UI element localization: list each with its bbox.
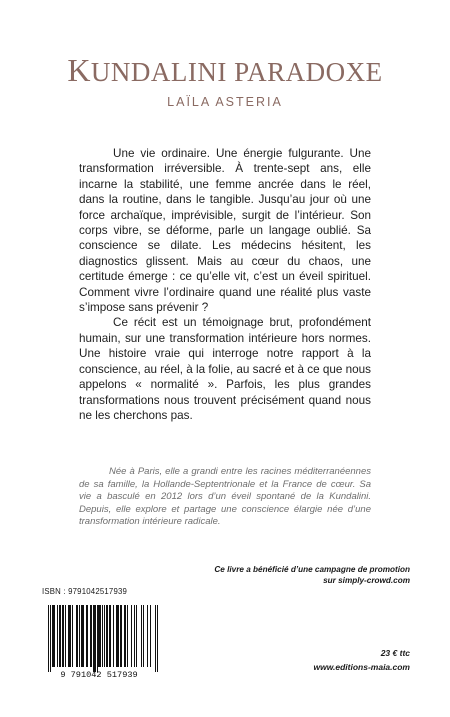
bio-paragraph: Née à Paris, elle a grandi entre les racines méditerranéennes de sa famille, la Hollande-Septentrionale et la France de cœur. Sa vie a basculé en 2012 lors d’un éveil spontané de la Kundalini. Depuis, elle explore et partage une conscience élargie née d’une transformation intérieure radicale. bbox=[79, 466, 371, 528]
barcode-bar bbox=[134, 605, 135, 667]
barcode-digits: 9 791042 517939 bbox=[60, 670, 138, 679]
barcode-bar bbox=[65, 605, 66, 667]
barcode-bar bbox=[110, 605, 111, 667]
barcode-bar bbox=[69, 605, 70, 667]
barcode-bar bbox=[81, 605, 82, 667]
barcode-bar bbox=[76, 605, 77, 667]
barcode-bar bbox=[77, 605, 78, 667]
title-first-letter: K bbox=[67, 52, 91, 88]
barcode-bar bbox=[91, 605, 92, 667]
barcode-bar bbox=[93, 605, 94, 672]
barcode-bar bbox=[95, 605, 96, 672]
author-bio bbox=[79, 466, 371, 529]
barcode-bar bbox=[83, 605, 84, 667]
barcode-bar bbox=[136, 605, 137, 667]
barcode-bar bbox=[98, 605, 99, 667]
barcode-bar bbox=[86, 605, 87, 667]
barcode-bar bbox=[97, 605, 98, 672]
barcode-bar bbox=[117, 605, 118, 667]
barcode-bar bbox=[63, 605, 64, 667]
barcode-bar bbox=[141, 605, 142, 667]
barcode-bar bbox=[48, 605, 49, 672]
barcode-bar bbox=[121, 605, 122, 667]
barcode-icon bbox=[40, 603, 158, 679]
barcode-bar bbox=[72, 605, 73, 667]
barcode-bar bbox=[50, 605, 51, 672]
promo-note bbox=[150, 564, 410, 586]
barcode-bar bbox=[87, 605, 88, 667]
title-rest: UNDALINI PARADOXE bbox=[90, 57, 383, 87]
barcode-bar bbox=[127, 605, 128, 667]
barcode-bar bbox=[68, 605, 69, 667]
publisher-website: www.editions-maia.com bbox=[313, 662, 410, 672]
barcode-bar bbox=[143, 605, 144, 667]
author-name: LAÏLA ASTERIA bbox=[167, 95, 283, 109]
barcode-bar bbox=[60, 605, 61, 667]
barcode-bar bbox=[52, 605, 53, 667]
barcode-bar bbox=[125, 605, 126, 667]
barcode-bar bbox=[150, 605, 151, 667]
barcode-bar bbox=[62, 605, 63, 667]
price: 23 € ttc bbox=[380, 648, 410, 658]
summary-text bbox=[79, 146, 371, 423]
barcode-bar bbox=[147, 605, 148, 667]
barcode-bar bbox=[94, 605, 95, 672]
summary-paragraph-2: Ce récit est un témoignage brut, profondément humain, sur une transformation intérieure hors normes. Une histoire vraie qui interroge notre rapport à la conscience, au réel, à la folie, au sacré et à ce que nous appelons « normalité ». Parfois, les plus grandes transformations nous trouvent précisément quand nous ne les cherchons pas. bbox=[79, 316, 371, 422]
barcode-bar bbox=[54, 605, 55, 667]
isbn-label: ISBN : 9791042517939 bbox=[42, 587, 128, 596]
barcode-bar bbox=[102, 605, 103, 667]
barcode-bar bbox=[82, 605, 83, 667]
barcode-bar bbox=[155, 605, 156, 672]
barcode-bar bbox=[53, 605, 54, 667]
barcode-bar bbox=[100, 605, 101, 667]
book-title bbox=[0, 52, 450, 89]
barcode-bar bbox=[59, 605, 60, 667]
barcode-bar bbox=[116, 605, 117, 667]
barcode-bar bbox=[79, 605, 80, 667]
barcode-bar bbox=[118, 605, 119, 667]
summary-paragraph-1: Une vie ordinaire. Une énergie fulgurante. Une transformation irréversible. À trente-sept ans, elle incarne la stabilité, une femme ancrée dans le réel, dans la routine, dans le tangible. Jusqu’au jour où une force archaïque, imprévisible, surgit de l’intérieur. Son corps vibre, se déforme, parle un langage oublié. Sa conscience se dilate. Les médecins hésitent, les diagnostics glissent. Mais au cœur du chaos, une certitude émerge : ce qu’elle vit, c’est un éveil spirituel. Comment vivre l’ordinaire quand une réalité plus vaste s’impose sans prévenir ? bbox=[79, 147, 371, 315]
barcode-bar bbox=[131, 605, 132, 667]
barcode-bar bbox=[70, 605, 71, 667]
barcode-bar bbox=[107, 605, 108, 667]
barcode-bar bbox=[124, 605, 125, 667]
barcode-bar bbox=[157, 605, 158, 672]
barcode-bar bbox=[104, 605, 105, 667]
barcode-bar bbox=[90, 605, 91, 667]
barcode-bar bbox=[109, 605, 110, 667]
promo-line-2: sur simply-crowd.com bbox=[323, 576, 410, 585]
barcode-bar bbox=[99, 605, 100, 667]
barcode-bar bbox=[120, 605, 121, 667]
barcode-bar bbox=[106, 605, 107, 667]
barcode-bar bbox=[113, 605, 114, 667]
barcode-bar bbox=[57, 605, 58, 667]
promo-line-1: Ce livre a bénéficié d’une campagne de promotion bbox=[214, 565, 410, 574]
